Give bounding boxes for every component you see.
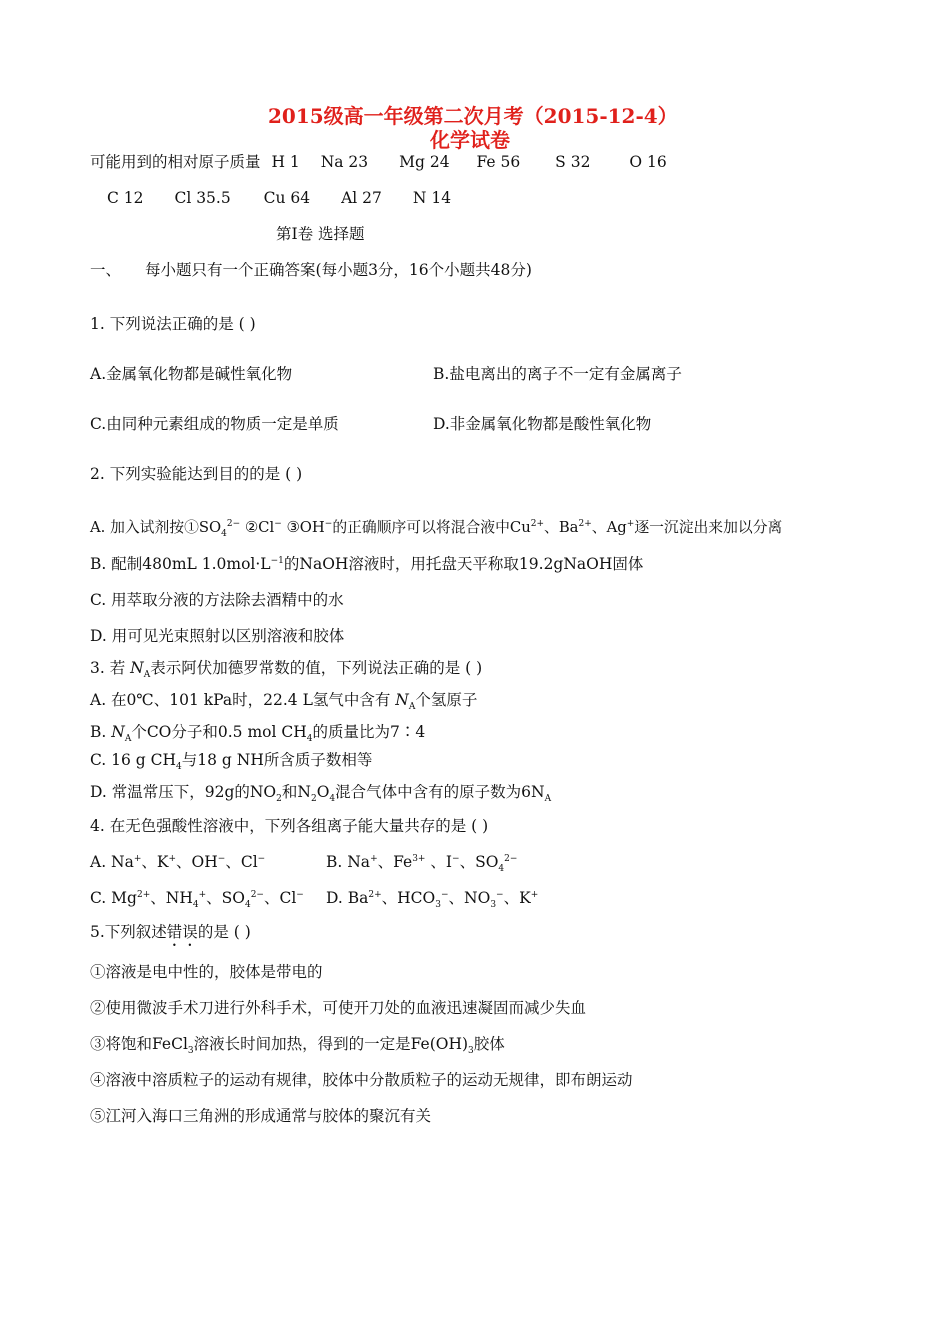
text-part: 3. 若: [90, 659, 131, 677]
text-part: O: [316, 783, 330, 801]
q2-option-c: C. 用萃取分液的方法除去酒精中的水: [90, 591, 344, 609]
superscript: +: [530, 889, 539, 900]
superscript: +: [370, 853, 378, 864]
subscript: 4: [244, 900, 251, 911]
q1-stem: 1. 下列说法正确的是 ( ): [90, 315, 256, 333]
q2-stem: 2. 下列实验能达到目的的是 ( ): [90, 465, 303, 483]
text-part: 5.下列叙述: [90, 923, 167, 941]
text-part: 、K: [141, 853, 169, 871]
section-title: 第Ⅰ卷 选择题: [276, 225, 365, 243]
q3-option-d: [90, 782, 552, 805]
atomic-mass-item: Na 23: [320, 153, 369, 171]
text-part: A. 在0℃、101 kPa时，22.4 L氢气中含有: [90, 691, 396, 709]
text-part: 、NH: [150, 889, 193, 907]
q2-option-d: D. 用可见光束照射以区别溶液和胶体: [90, 627, 345, 645]
text-part: 和N: [281, 783, 311, 801]
q5-statement-4: ④溶液中溶质粒子的运动有规律，胶体中分散质粒子的运动无规律，即布朗运动: [90, 1071, 633, 1089]
subscript: 4: [306, 734, 313, 745]
q2-option-a: [90, 518, 782, 538]
atomic-mass-item: Cu 64: [263, 189, 311, 207]
subscript: A: [408, 702, 416, 713]
section-number: 一、: [90, 261, 122, 279]
superscript: −1: [270, 555, 284, 566]
text-part: 的质量比为7∶4: [312, 723, 426, 741]
q4-option-d: [326, 888, 539, 911]
superscript: 2+: [136, 889, 151, 900]
text-part: 、OH: [176, 853, 218, 871]
emphasized-word: 错误: [166, 923, 198, 941]
text-part: 表示阿伏加德罗常数的值，下列说法正确的是 ( ): [150, 659, 483, 677]
text-part: A. 加入试剂按①SO: [90, 519, 222, 536]
atomic-mass-item: Cl 35.5: [174, 189, 231, 207]
text-part: 、Ag: [591, 519, 627, 536]
superscript: −: [440, 889, 449, 900]
italic-symbol: N: [130, 659, 144, 677]
text-part: ③将饱和FeCl: [90, 1035, 188, 1053]
q1-option-d: D.非金属氧化物都是酸性氧化物: [433, 415, 652, 433]
superscript: 2+: [530, 519, 545, 530]
subscript: 4: [329, 794, 336, 805]
atomic-mass-item: S 32: [555, 153, 591, 171]
text-part: 、SO: [206, 889, 245, 907]
text-part: 、Cl: [225, 853, 258, 871]
q4-option-b: [326, 852, 518, 875]
q3-option-a: [90, 690, 478, 713]
instruction-text: 每小题只有一个正确答案(每小题3分，16个小题共48分): [145, 261, 532, 279]
subscript: 3: [187, 1046, 194, 1057]
subscript: A: [124, 734, 132, 745]
q2-option-b: [90, 554, 643, 574]
exam-title: 2015级高一年级第二次月考（2015-12-4）: [268, 104, 678, 128]
text-part: 胶体: [473, 1035, 505, 1053]
subscript: 4: [221, 528, 227, 539]
text-part: B. 配制480mL 1.0mol·L: [90, 555, 271, 573]
italic-symbol: N: [111, 723, 125, 741]
atomic-mass-item: H 1: [271, 153, 300, 171]
text-part: B. Na: [326, 853, 371, 871]
atomic-mass-item: O 16: [629, 153, 667, 171]
q4-option-a: [90, 852, 265, 872]
q3-stem: [90, 658, 483, 681]
text-part: 、Cl: [263, 889, 297, 907]
text-part: 、SO: [459, 853, 499, 871]
superscript: 2−: [226, 519, 241, 530]
text-part: B.: [90, 723, 112, 741]
superscript: +: [168, 853, 177, 864]
subscript: 4: [192, 900, 199, 911]
superscript: 2+: [368, 889, 382, 900]
superscript: −: [452, 853, 460, 864]
text-part: 、HCO: [381, 889, 436, 907]
italic-symbol: N: [395, 691, 409, 709]
text-part: 逐一沉淀出来加以分离: [634, 519, 783, 536]
superscript: 2−: [504, 853, 518, 864]
text-part: C. Mg: [90, 889, 137, 907]
superscript: −: [496, 889, 504, 900]
q1-option-b: B.盐电离出的离子不一定有金属离子: [433, 365, 682, 383]
superscript: 2+: [578, 519, 592, 530]
text-part: C. 16 g CH: [90, 751, 177, 769]
subscript: 2: [310, 794, 317, 805]
text-part: D. 常温常压下，92g的NO: [90, 783, 277, 801]
text-part: ③OH: [281, 519, 325, 536]
superscript: +: [133, 853, 142, 864]
subscript: A: [143, 670, 151, 681]
atomic-mass-item: Al 27: [341, 189, 382, 207]
q5-statement-3: [90, 1034, 505, 1057]
superscript: +: [626, 519, 635, 530]
atomic-mass-item: Fe 56: [476, 153, 521, 171]
section-instruction: [90, 260, 532, 280]
text-part: ②Cl: [240, 519, 275, 536]
superscript: 2−: [250, 889, 264, 900]
superscript: −: [257, 853, 266, 864]
text-part: 、I: [425, 853, 453, 871]
subscript: 4: [498, 864, 505, 875]
q1-option-c: C.由同种元素组成的物质一定是单质: [90, 415, 339, 433]
superscript: 3+: [412, 853, 426, 864]
exam-subject-title: 化学试卷: [430, 128, 510, 152]
subscript: 4: [176, 762, 182, 773]
q5-statement-2: ②使用微波手术刀进行外科手术，可使开刀处的血液迅速凝固而减少失血: [90, 999, 587, 1017]
text-part: D. Ba: [326, 889, 369, 907]
subscript: A: [544, 794, 552, 805]
subscript: 3: [468, 1046, 474, 1057]
text-part: 个CO分子和0.5 mol CH: [131, 723, 307, 741]
text-part: 、Ba: [544, 519, 579, 536]
superscript: +: [198, 889, 207, 900]
superscript: −: [296, 889, 304, 900]
atomic-mass-row-1: [90, 152, 667, 172]
text-part: 、Fe: [377, 853, 413, 871]
q3-option-c: [90, 750, 373, 773]
q5-statement-1: ①溶液是电中性的，胶体是带电的: [90, 963, 323, 981]
text-part: 的是 ( ): [197, 923, 251, 941]
text-part: 、NO: [448, 889, 491, 907]
q4-stem: 4. 在无色强酸性溶液中，下列各组离子能大量共存的是 ( ): [90, 817, 489, 835]
text-part: 个氢原子: [415, 691, 478, 709]
subscript: 3: [435, 900, 441, 911]
q5-stem: [90, 922, 251, 950]
atomic-mass-label: 可能用到的相对原子质量: [90, 153, 261, 171]
text-part: 与18 g NH所含质子数相等: [181, 751, 373, 769]
superscript: −: [274, 519, 282, 530]
q1-option-a: A.金属氧化物都是碱性氧化物: [90, 365, 293, 383]
text-part: 的NaOH溶液时，用托盘天平称取19.2gNaOH固体: [283, 555, 644, 573]
subscript: 3: [490, 900, 497, 911]
text-part: 混合气体中含有的原子数为6N: [335, 783, 545, 801]
q5-statement-5: ⑤江河入海口三角洲的形成通常与胶体的聚沉有关: [90, 1107, 432, 1125]
atomic-mass-item: Mg 24: [399, 153, 450, 171]
atomic-mass-item: C 12: [107, 189, 144, 207]
q3-option-b: [90, 722, 426, 745]
superscript: −: [217, 853, 226, 864]
subscript: 2: [276, 794, 282, 805]
text-part: 溶液长时间加热，得到的一定是Fe(OH): [193, 1035, 469, 1053]
atomic-mass-row-2: [107, 188, 451, 208]
text-part: 、K: [503, 889, 531, 907]
superscript: −: [324, 519, 333, 530]
q4-option-c: [90, 888, 304, 911]
atomic-mass-item: N 14: [412, 189, 452, 207]
text-part: 的正确顺序可以将混合液中Cu: [332, 519, 531, 536]
text-part: A. Na: [90, 853, 134, 871]
